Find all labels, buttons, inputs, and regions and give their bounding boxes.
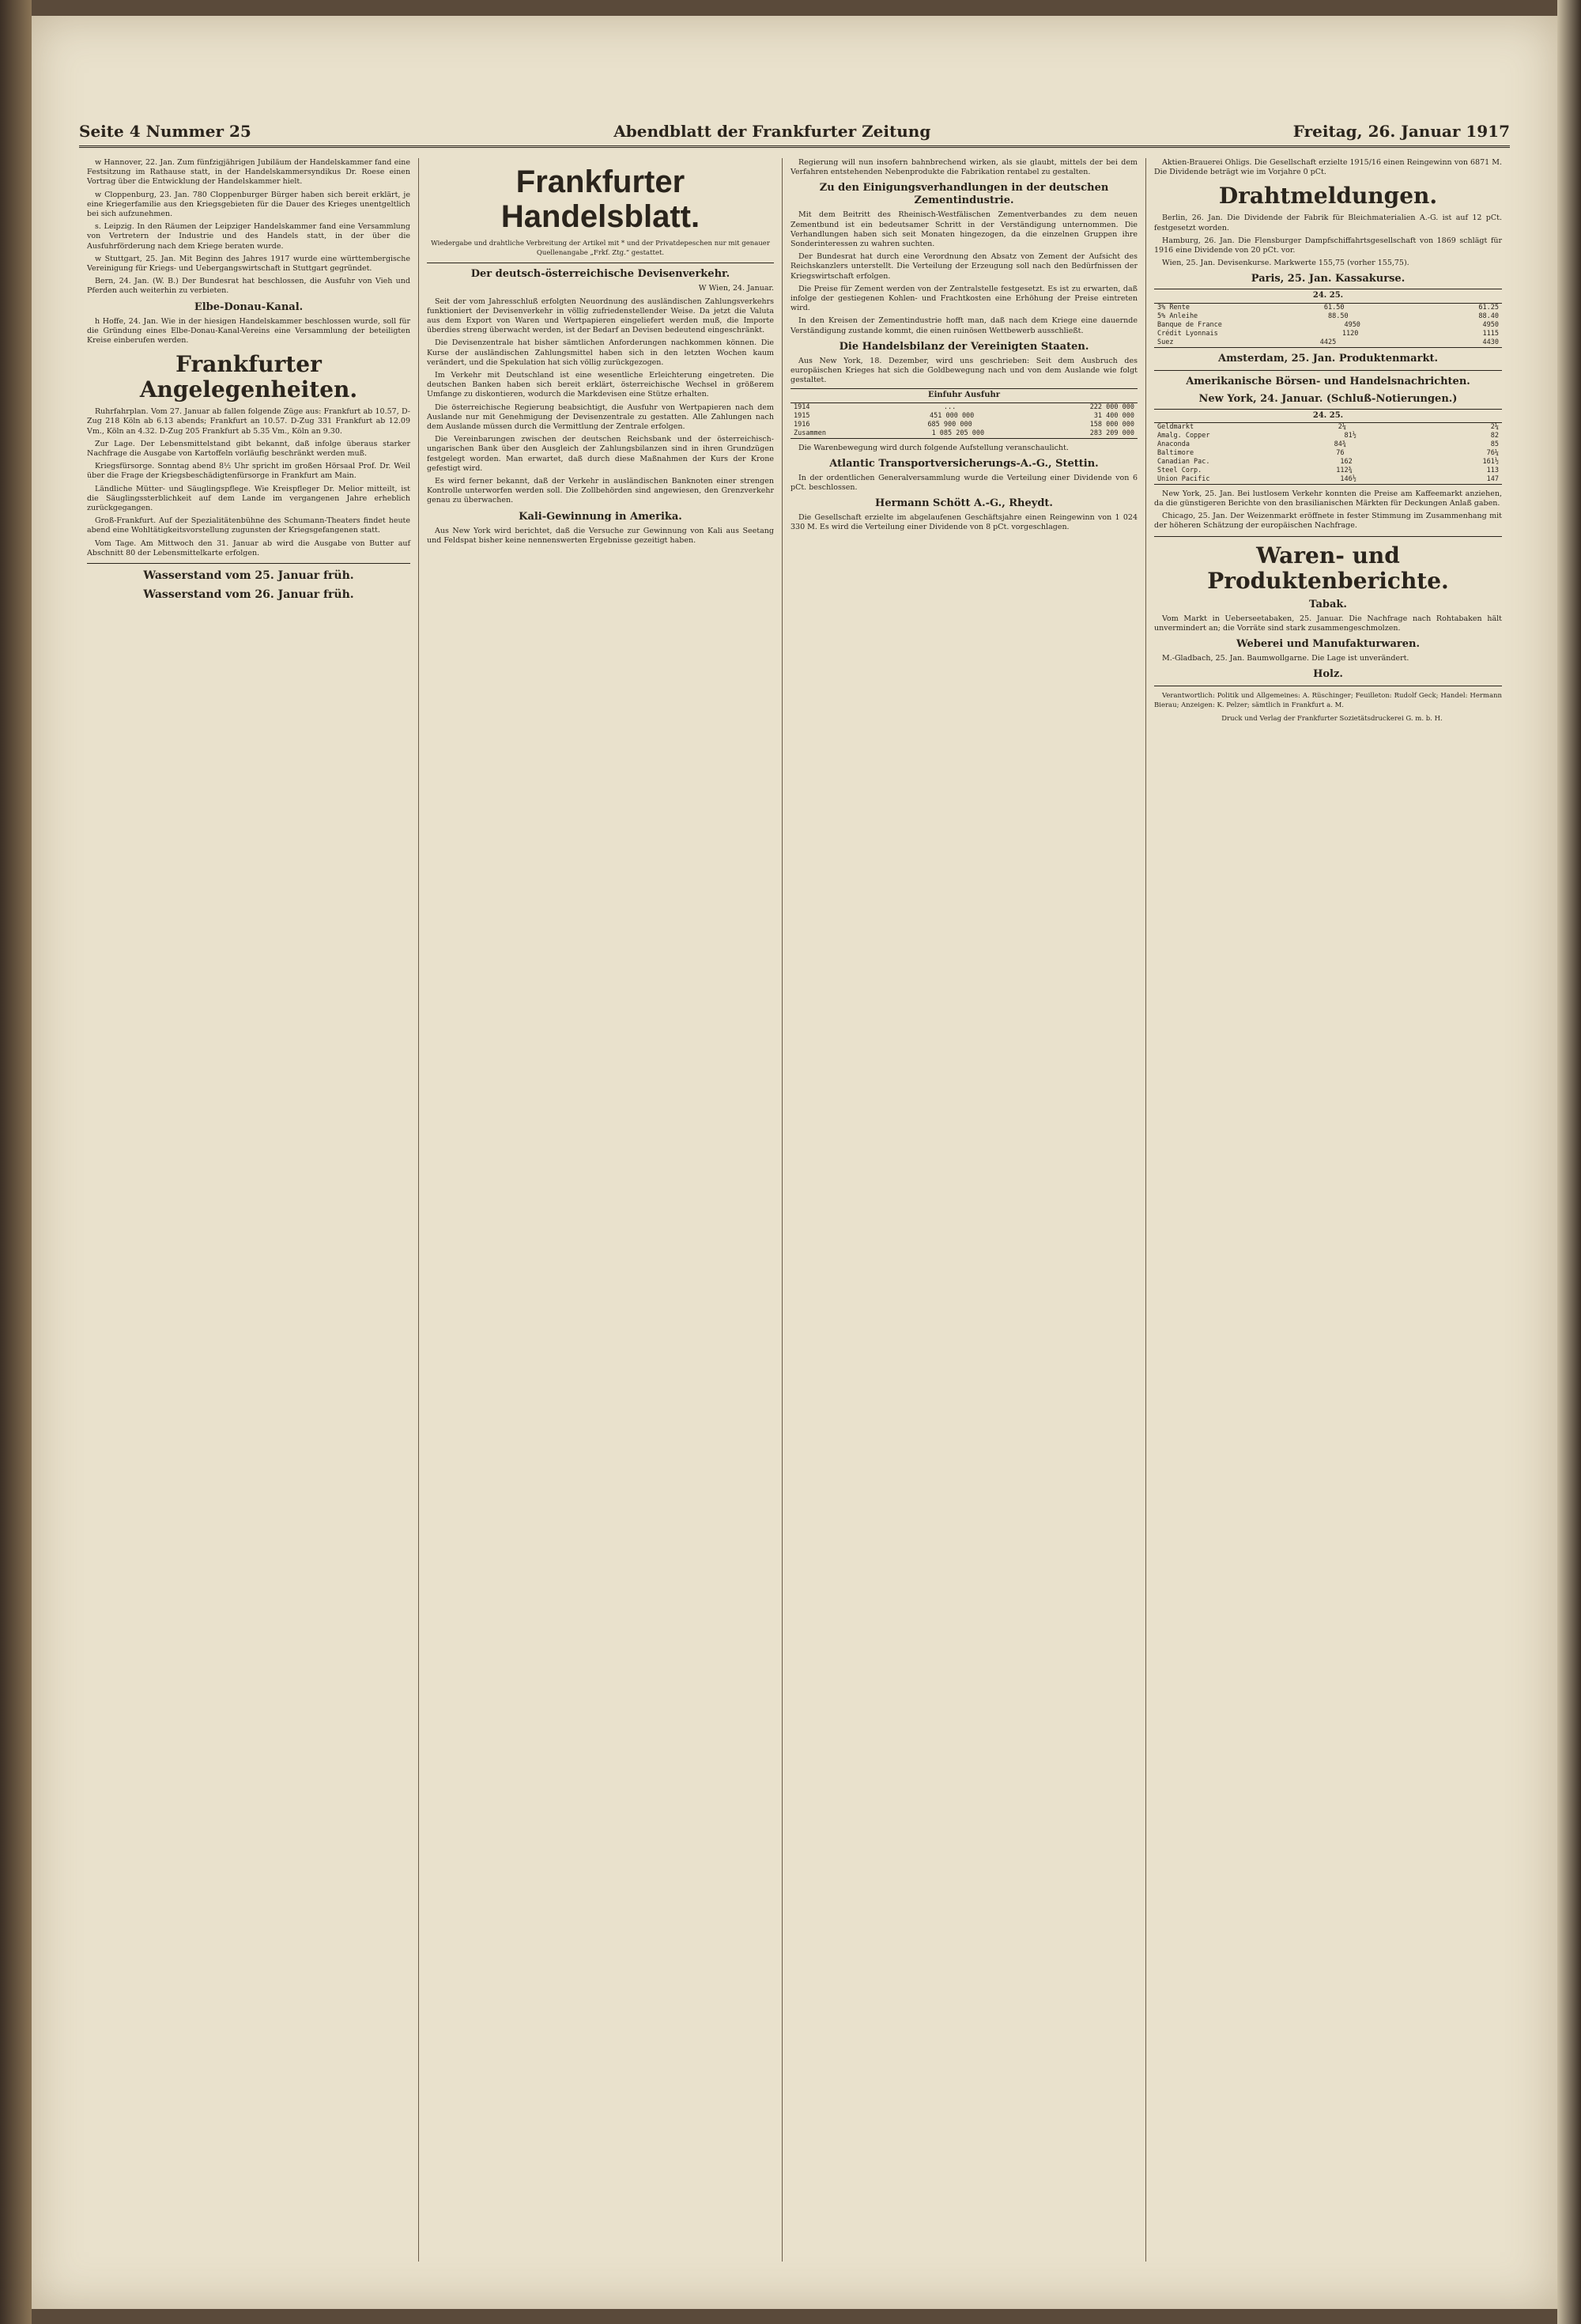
article-paragraph: Aktien-Brauerei Ohligs. Die Gesellschaft erzielte 1915/16 einen Reingewinn von 6871 M. Die Dividende beträgt wie im Vorjahre 0 pCt. <box>1154 158 1502 177</box>
table-row <box>1154 330 1502 338</box>
imprint: Druck und Verlag der Frankfurter Sozietätsdruckerei G. m. b. H. <box>1221 714 1443 723</box>
table-row <box>1154 321 1502 330</box>
article-heading: Amerikanische Börsen- und Handelsnachrichten. <box>1186 375 1470 387</box>
table-row <box>790 403 1138 412</box>
table-cell: 5% Anleihe <box>1157 312 1198 320</box>
article-paragraph: Ruhrfahrplan. Vom 27. Januar ab fallen folgende Züge aus: Frankfurt ab 10.57, D-Zug 218 Köln ab 6.13 abends; Frankfurt an 10.57. D-Zug 331 Frankfurt ab 12.09 Vm., Köln an 4.32. D-Zug 205 Frankfurt ab 5.35 Vm., Köln an 9.30. <box>87 407 410 436</box>
article-paragraph: Bern, 24. Jan. (W. B.) Der Bundesrat hat beschlossen, die Ausfuhr von Vieh und Pferden auch weiterhin zu verbieten. <box>87 277 410 296</box>
article-heading: Hermann Schött A.-G., Rheydt. <box>875 497 1053 510</box>
table-cell: 4430 <box>1482 338 1499 346</box>
table-cell: 1115 <box>1482 329 1499 338</box>
article-paragraph: w Hannover, 22. Jan. Zum fünfzigjährigen Jubiläum der Handelskammer fand eine Festsitzung im Rathause statt, in der Handelskammersyndikus Dr. Roese einen Vortrag über die Entwicklung der Handelskammer hielt. <box>87 158 410 187</box>
article-paragraph: Kriegsfürsorge. Sonntag abend 8½ Uhr spricht im großen Hörsaal Prof. Dr. Weil über die Frage der Kriegsbeschädigtenfürsorge in Frankfurt am Main. <box>87 462 410 481</box>
divider <box>87 563 410 564</box>
table-row <box>1154 312 1502 321</box>
article-paragraph: Zur Lage. Der Lebensmittelstand gibt bekannt, daß infolge überaus starker Nachfrage die Ausgabe von Kartoffeln vorläufig beschränkt werden muß. <box>87 439 410 459</box>
article-paragraph: In der ordentlichen Generalversammlung wurde die Verteilung einer Dividende von 6 pCt. beschlossen. <box>790 473 1138 493</box>
table-cell: 84¾ <box>1334 440 1347 448</box>
table-cell: Zusammen <box>794 429 826 437</box>
table-cell: 1 085 205 000 <box>931 429 985 437</box>
article-paragraph: Es wird ferner bekannt, daß der Verkehr in ausländischen Banknoten einer strengen Kontrolle unterworfen werden soll. Die Zollbehörden sind angewiesen, den Grenzverkehr genau zu überwachen. <box>427 477 774 505</box>
table-cell: 283 209 000 <box>1089 429 1134 437</box>
table-cell: 112¾ <box>1336 466 1353 474</box>
article-heading: Atlantic Transportversicherungs-A.-G., Stettin. <box>829 457 1099 470</box>
article-paragraph: M.-Gladbach, 25. Jan. Baumwollgarne. Die Lage ist unverändert. <box>1162 654 1409 663</box>
article-paragraph: Die Vereinbarungen zwischen der deutschen Reichsbank und der österreichisch-ungarischen Bank über den Ausgleich der Zahlungsbilanzen sind in ihren Grundzügen festgelegt worden. Man erwartet, daß durch diese Maßnahmen der Kurs der Krone gefestigt wird. <box>427 435 774 473</box>
table-row <box>1154 338 1502 347</box>
article-heading: Der deutsch-österreichische Devisenverkehr. <box>470 268 730 281</box>
table-cell: 2¼ <box>1338 422 1347 431</box>
article-paragraph: Wien, 25. Jan. Devisenkurse. Markwerte 155,75 (vorher 155,75). <box>1162 259 1409 268</box>
section-title: Frankfurter Handelsblatt. <box>500 164 700 234</box>
table-cell: 88.50 <box>1328 312 1349 320</box>
section-title: Frankfurter Angelegenheiten. <box>139 351 358 403</box>
paris-table <box>1154 289 1502 347</box>
article-paragraph: Vom Markt in Ueberseetabaken, 25. Januar. Die Nachfrage nach Rohtabaken hält unvermindert an; die Vorräte sind stark zusammengeschmolzen. <box>1154 614 1502 633</box>
column-4 <box>1146 158 1510 2262</box>
table-cell: 61.50 <box>1323 303 1345 312</box>
table-row <box>1154 423 1502 432</box>
article-paragraph: w Cloppenburg, 23. Jan. 780 Cloppenburger Bürger haben sich bereit erklärt, je eine Kriegerfamilie aus den Kriegsgebieten für die Dauer des Krieges unentgeltlich bei sich aufzunehmen. <box>87 190 410 219</box>
table-cell: Amalg. Copper <box>1157 431 1210 440</box>
table-cell: 451 000 000 <box>930 411 975 420</box>
table-header: Einfuhr Ausfuhr <box>790 389 1138 402</box>
market-heading: New York, 24. Januar. (Schluß-Notierungen.) <box>1198 392 1458 405</box>
article-paragraph: Die Devisenzentrale hat bisher sämtlichen Anforderungen nachkommen können. Die Kurse der ausländischen Zahlungsmittel haben sich in den letzten Wochen kaum verändert, und die Spekulation hat sich völlig zurückgezogen. <box>427 338 774 367</box>
article-paragraph: Die Warenbewegung wird durch folgende Aufstellung veranschaulicht. <box>798 443 1069 452</box>
section-title: Waren- und Produktenberichte. <box>1207 542 1449 594</box>
section-title: Drahtmeldungen. <box>1218 183 1438 210</box>
market-heading: Paris, 25. Jan. Kassakurse. <box>1251 273 1406 285</box>
table-row <box>1154 467 1502 475</box>
table-cell: Geldmarkt <box>1157 422 1194 431</box>
table-row <box>790 412 1138 421</box>
table-cell: Anaconda <box>1157 440 1190 448</box>
table-header: 24. 25. <box>1154 289 1502 303</box>
article-paragraph: Die Preise für Zement werden von der Zentralstelle festgesetzt. Es ist zu erwarten, daß infolge der gestiegenen Kohlen- und Frachtkosten eine Erhöhung der Preise eintreten wird. <box>790 284 1138 313</box>
table-cell: 85 <box>1490 440 1499 448</box>
article-paragraph: Berlin, 26. Jan. Die Dividende der Fabrik für Bleichmaterialien A.-G. ist auf 12 pCt. festgesetzt worden. <box>1154 214 1502 232</box>
article-paragraph: Vom Tage. Am Mittwoch den 31. Januar ab wird die Ausgabe von Butter auf Abschnitt 80 der Lebensmittelkarte erfolgen. <box>87 538 410 557</box>
table-cell: 61.25 <box>1478 303 1499 312</box>
subsection-heading: Holz. <box>1313 668 1343 681</box>
masthead <box>79 111 1510 148</box>
column-1 <box>79 158 419 2262</box>
article-paragraph: New York, 25. Jan. Bei lustlosem Verkehr konnten die Preise am Kaffeemarkt anziehen, da die günstigeren Berichte von den brasilianischen Märkten für Deckungen Anlaß gaben. <box>1154 489 1502 508</box>
column-2 <box>419 158 783 2262</box>
article-paragraph: w Stuttgart, 25. Jan. Mit Beginn des Jahres 1917 wurde eine württembergische Vereinigung für Kriegs- und Uebergangswirtschaft in Stuttgart gegründet. <box>87 254 410 274</box>
divider <box>1154 370 1502 371</box>
table-cell: ... <box>943 402 957 411</box>
table-cell: 158 000 000 <box>1089 420 1134 429</box>
table-cell: 685 900 000 <box>927 420 972 429</box>
table-cell: 76¼ <box>1486 448 1499 457</box>
article-paragraph: In den Kreisen der Zementindustrie hofft man, daß nach dem Kriege eine dauernde Verständigung zustande kommt, die einen ruinösen Wettbewerb ausschließt. <box>790 316 1138 335</box>
article-paragraph: Ländliche Mütter- und Säuglingspflege. Wie Kreispfleger Dr. Melior mitteilt, ist die Säuglingssterblichkeit auf dem Lande im vergangenen Jahre erheblich zurückgegangen. <box>87 484 410 513</box>
copyright-note: Wiedergabe und drahtliche Verbreitung der Artikel mit * und der Privatdepeschen nur mit genauer Quellenangabe „Frkf. Ztg.“ gestattet. <box>431 240 770 258</box>
table-cell: 113 <box>1486 466 1499 474</box>
table-cell: 4425 <box>1319 338 1337 346</box>
divider <box>1154 536 1502 537</box>
article-paragraph: h Hoffe, 24. Jan. Wie in der hiesigen Handelskammer beschlossen wurde, soll für die Gründung eines Elbe-Donau-Kanal-Vereins eine Versammlung der beteiligten Kreise einberufen werden. <box>87 316 410 346</box>
table-cell: Canadian Pac. <box>1157 457 1210 466</box>
table-cell: 1914 <box>794 402 810 411</box>
article-heading: Die Handelsbilanz der Vereinigten Staaten. <box>839 340 1089 353</box>
article-paragraph: Groß-Frankfurt. Auf der Spezialitätenbühne des Schumann-Theaters findet heute abend eine Wohltätigkeitsvorstellung zugunsten der Kriegsgefangenen statt. <box>87 516 410 535</box>
gold-table <box>790 388 1138 438</box>
table-cell: 222 000 000 <box>1089 402 1134 411</box>
table-row <box>1154 458 1502 467</box>
newspaper-page <box>32 16 1557 2309</box>
table-cell: 1916 <box>794 420 810 429</box>
article-paragraph: Die Gesellschaft erzielte im abgelaufenen Geschäftsjahre einen Reingewinn von 1 024 330 M. Es wird die Verteilung einer Dividende von 8 pCt. vorgeschlagen. <box>790 513 1138 532</box>
table-cell: 81½ <box>1344 431 1356 440</box>
table-cell: 162 <box>1340 457 1353 466</box>
market-heading: Amsterdam, 25. Jan. Produktenmarkt. <box>1218 352 1438 365</box>
newspaper-title: Abendblatt der Frankfurter Zeitung <box>613 122 931 141</box>
table-cell: Crédit Lyonnais <box>1157 329 1218 338</box>
subsection-heading: Weberei und Manufakturwaren. <box>1236 638 1421 651</box>
article-paragraph: Mit dem Beitritt des Rheinisch-Westfälischen Zementverbandes zu dem neuen Zementbund ist ein bedeutsamer Schritt in der Verständigung unternommen. Die Verhandlungen haben sich seit Monaten hingezogen, da die einzelnen Gruppen ihre Sonderinteressen zu wahren suchten. <box>790 210 1138 249</box>
table-cell: 76 <box>1336 448 1345 457</box>
article-paragraph: Chicago, 25. Jan. Der Weizenmarkt eröffnete in fester Stimmung im Zusammenhang mit der höheren Schätzung der europäischen Nachfrage. <box>1154 512 1502 531</box>
column-3 <box>783 158 1146 2262</box>
article-paragraph: s. Leipzig. In den Räumen der Leipziger Handelskammer fand eine Versammlung von Vertretern der Industrie und des Handels statt, in der über die Ausfuhrförderung nach dem Kriege beraten wurde. <box>87 222 410 251</box>
subsection-heading: Tabak. <box>1309 598 1347 610</box>
table-cell: Suez <box>1157 338 1174 346</box>
article-paragraph: Seit der vom Jahresschluß erfolgten Neuordnung des ausländischen Zahlungsverkehrs funktioniert der Devisenverkehr in völlig zufriedenstellender Weise. Da jetzt die Valuta aus dem Export von Waren und Wertpapieren eingeliefert werden muß, die Importe überdies streng überwacht werden, ist der Bedarf an Devisen bedeutend eingeschränkt. <box>427 297 774 335</box>
issue-date: Freitag, 26. Januar 1917 <box>1292 122 1510 141</box>
table-row <box>1154 440 1502 449</box>
table-cell: 161½ <box>1482 457 1499 466</box>
table-cell: 3% Rente <box>1157 303 1190 312</box>
table-row <box>1154 449 1502 458</box>
table-row <box>1154 432 1502 440</box>
table-cell: Steel Corp. <box>1157 466 1202 474</box>
article-paragraph: Regierung will nun insofern bahnbrechend wirken, als sie glaubt, mittels der bei dem Verfahren entstehenden Nebenprodukte die Fabrikation rentabel zu gestalten. <box>790 158 1138 177</box>
article-paragraph: Aus New York wird berichtet, daß die Versuche zur Gewinnung von Kali aus Seetang und Feldspat bisher keine nennenswerten Ergebnisse gezeitigt haben. <box>427 526 774 545</box>
article-heading: Kali-Gewinnung in Amerika. <box>519 510 682 523</box>
newyork-table <box>1154 409 1502 485</box>
table-cell: 31 400 000 <box>1093 411 1134 420</box>
dateline: W Wien, 24. Januar. <box>698 284 774 293</box>
table-cell: 82 <box>1490 431 1499 440</box>
imprint: Verantwortlich: Politik und Allgemeines: A. Rüschinger; Feuilleton: Rudolf Geck; Handel: Hermann Bierau; Anzeigen: K. Pelzer; sämtlich in Frankfurt a. M. <box>1154 692 1502 710</box>
article-paragraph: Der Bundesrat hat durch eine Verordnung den Absatz von Zement der Aufsicht des Reichskanzlers unterstellt. Die Verteilung der Erzeugung soll nach den Bedürfnissen der Kriegswirtschaft erfolgen. <box>790 252 1138 281</box>
water-level-heading: Wasserstand vom 26. Januar früh. <box>143 588 354 602</box>
table-row <box>1154 475 1502 484</box>
table-row <box>1154 304 1502 312</box>
table-cell: 88.40 <box>1478 312 1499 320</box>
article-paragraph: Die österreichische Regierung beabsichtigt, die Ausfuhr von Wertpapieren nach dem Auslande nur mit Genehmigung der Devisenzentrale zu gestatten. Alle Zahlungen nach dem Auslande müssen durch die Vermittlung der Zentrale erfolgen. <box>427 402 774 432</box>
table-cell: 1120 <box>1341 329 1359 338</box>
book-binding <box>0 0 32 2324</box>
section-heading: Elbe-Donau-Kanal. <box>194 300 304 313</box>
table-cell: 4950 <box>1344 320 1360 329</box>
page-number: Seite 4 Nummer 25 <box>79 122 251 141</box>
table-cell: Union Pacific <box>1157 474 1210 483</box>
table-cell: Baltimore <box>1157 448 1194 457</box>
page-edge <box>1557 0 1581 2324</box>
table-cell: 147 <box>1486 474 1499 483</box>
article-heading: Zu den Einigungsverhandlungen in der deutschen Zementindustrie. <box>819 182 1109 207</box>
table-cell: Banque de France <box>1157 320 1222 329</box>
article-paragraph: Hamburg, 26. Jan. Die Flensburger Dampfschiffahrtsgesellschaft von 1869 schlägt für 1916 eine Dividende von 20 pCt. vor. <box>1154 236 1502 255</box>
table-row <box>790 429 1138 438</box>
table-cell: 146½ <box>1340 474 1356 483</box>
table-row <box>790 421 1138 429</box>
table-cell: 2¼ <box>1490 422 1499 431</box>
table-header: 24. 25. <box>1154 410 1502 423</box>
table-cell: 4950 <box>1482 320 1499 329</box>
article-paragraph: Im Verkehr mit Deutschland ist eine wesentliche Erleichterung eingetreten. Die deutschen Banken haben sich bereit erklärt, österreichische Wechsel in größerem Umfange zu diskontieren, wodurch die Markdevisen eine Stütze erhalten. <box>427 371 774 399</box>
article-paragraph: Aus New York, 18. Dezember, wird uns geschrieben: Seit dem Ausbruch des europäischen Krieges hat sich die Goldbewegung nach und von dem Auslande wie folgt gestaltet. <box>790 356 1138 385</box>
water-level-heading: Wasserstand vom 25. Januar früh. <box>143 569 354 583</box>
table-cell: 1915 <box>794 411 810 420</box>
